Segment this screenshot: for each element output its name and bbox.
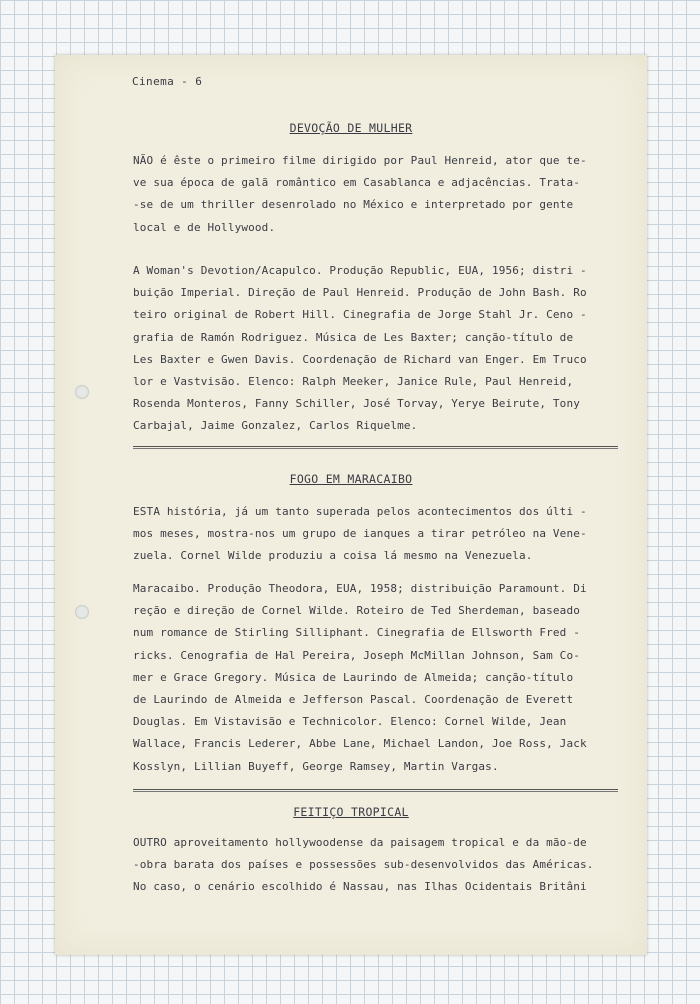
text-line: mos meses, mostra-nos um grupo de ianques a tirar petróleo na Vene- — [133, 527, 587, 541]
text-line: num romance de Stirling Silliphant. Cinegrafia de Ellsworth Fred - — [133, 626, 580, 640]
section-credits — [133, 260, 613, 438]
text-line: Wallace, Francis Lederer, Abbe Lane, Michael Landon, Joe Ross, Jack — [133, 737, 587, 751]
punch-hole — [75, 385, 89, 399]
text-line: local e de Hollywood. — [133, 220, 276, 234]
text-line: Kosslyn, Lillian Buyeff, George Ramsey, Martin Vargas. — [133, 759, 499, 773]
text-line: A Woman's Devotion/Acapulco. Produção Republic, EUA, 1956; distri - — [133, 264, 587, 277]
section-title: FOGO EM MARACAIBO — [289, 472, 413, 486]
section-intro — [133, 150, 613, 239]
typewritten-page — [55, 55, 647, 955]
page-header: Cinema - 6 — [132, 75, 203, 88]
text-line: -se de um thriller desenrolado no México e interpretado por gente — [133, 198, 574, 212]
section-intro — [133, 832, 613, 899]
text-line: Douglas. Em Vistavisão e Technicolor. Elenco: Cornel Wilde, Jean — [133, 715, 567, 729]
text-line: lor e Vastvisão. Elenco: Ralph Meeker, Janice Rule, Paul Henreid, — [133, 374, 574, 388]
text-line: buição Imperial. Direção de Paul Henreid. Produção de John Bash. Ro — [133, 286, 587, 300]
section-credits — [133, 578, 613, 778]
section-intro — [133, 501, 613, 568]
section-title: FEITIÇO TROPICAL — [293, 805, 409, 819]
text-line: -obra barata dos países e possessões sub-desenvolvidos das Américas. — [133, 858, 594, 872]
text-line: grafia de Ramón Rodriguez. Música de Les Baxter; canção-título de — [133, 330, 574, 344]
text-line: zuela. Cornel Wilde produziu a coisa lá mesmo na Venezuela. — [133, 549, 533, 563]
text-line: Maracaibo. Produção Theodora, EUA, 1958; distribuição Paramount. Di — [133, 582, 587, 595]
text-line: ricks. Cenografia de Hal Pereira, Joseph McMillan Johnson, Sam Co- — [133, 648, 580, 662]
text-line: Les Baxter e Gwen Davis. Coordenação de Richard van Enger. Em Truco — [133, 352, 587, 366]
text-line: OUTRO aproveitamento hollywoodense da paisagem tropical e da mão-de — [133, 836, 587, 849]
text-line: reção e direção de Cornel Wilde. Roteiro de Ted Sherdeman, baseado — [133, 604, 580, 618]
section-divider — [133, 789, 618, 792]
text-line: ESTA história, já um tanto superada pelos acontecimentos dos últi - — [133, 505, 587, 518]
section-divider — [133, 446, 618, 449]
punch-hole — [75, 605, 89, 619]
text-line: No caso, o cenário escolhido é Nassau, nas Ilhas Ocidentais Britâni — [133, 880, 587, 894]
text-line: ve sua época de galã romântico em Casablanca e adjacências. Trata- — [133, 176, 580, 190]
text-line: teiro original de Robert Hill. Cinegrafia de Jorge Stahl Jr. Ceno - — [133, 308, 587, 322]
text-line: Carbajal, Jaime Gonzalez, Carlos Riquelme. — [133, 419, 418, 433]
text-line: mer e Grace Gregory. Música de Laurindo de Almeida; canção-título — [133, 670, 574, 684]
text-line: Rosenda Monteros, Fanny Schiller, José Torvay, Yerye Beirute, Tony — [133, 397, 580, 411]
section-title: DEVOÇÃO DE MULHER — [289, 121, 413, 135]
text-line: de Laurindo de Almeida e Jefferson Pascal. Coordenação de Everett — [133, 692, 574, 706]
text-line: NÃO é êste o primeiro filme dirigido por Paul Henreid, ator que te- — [133, 154, 587, 167]
